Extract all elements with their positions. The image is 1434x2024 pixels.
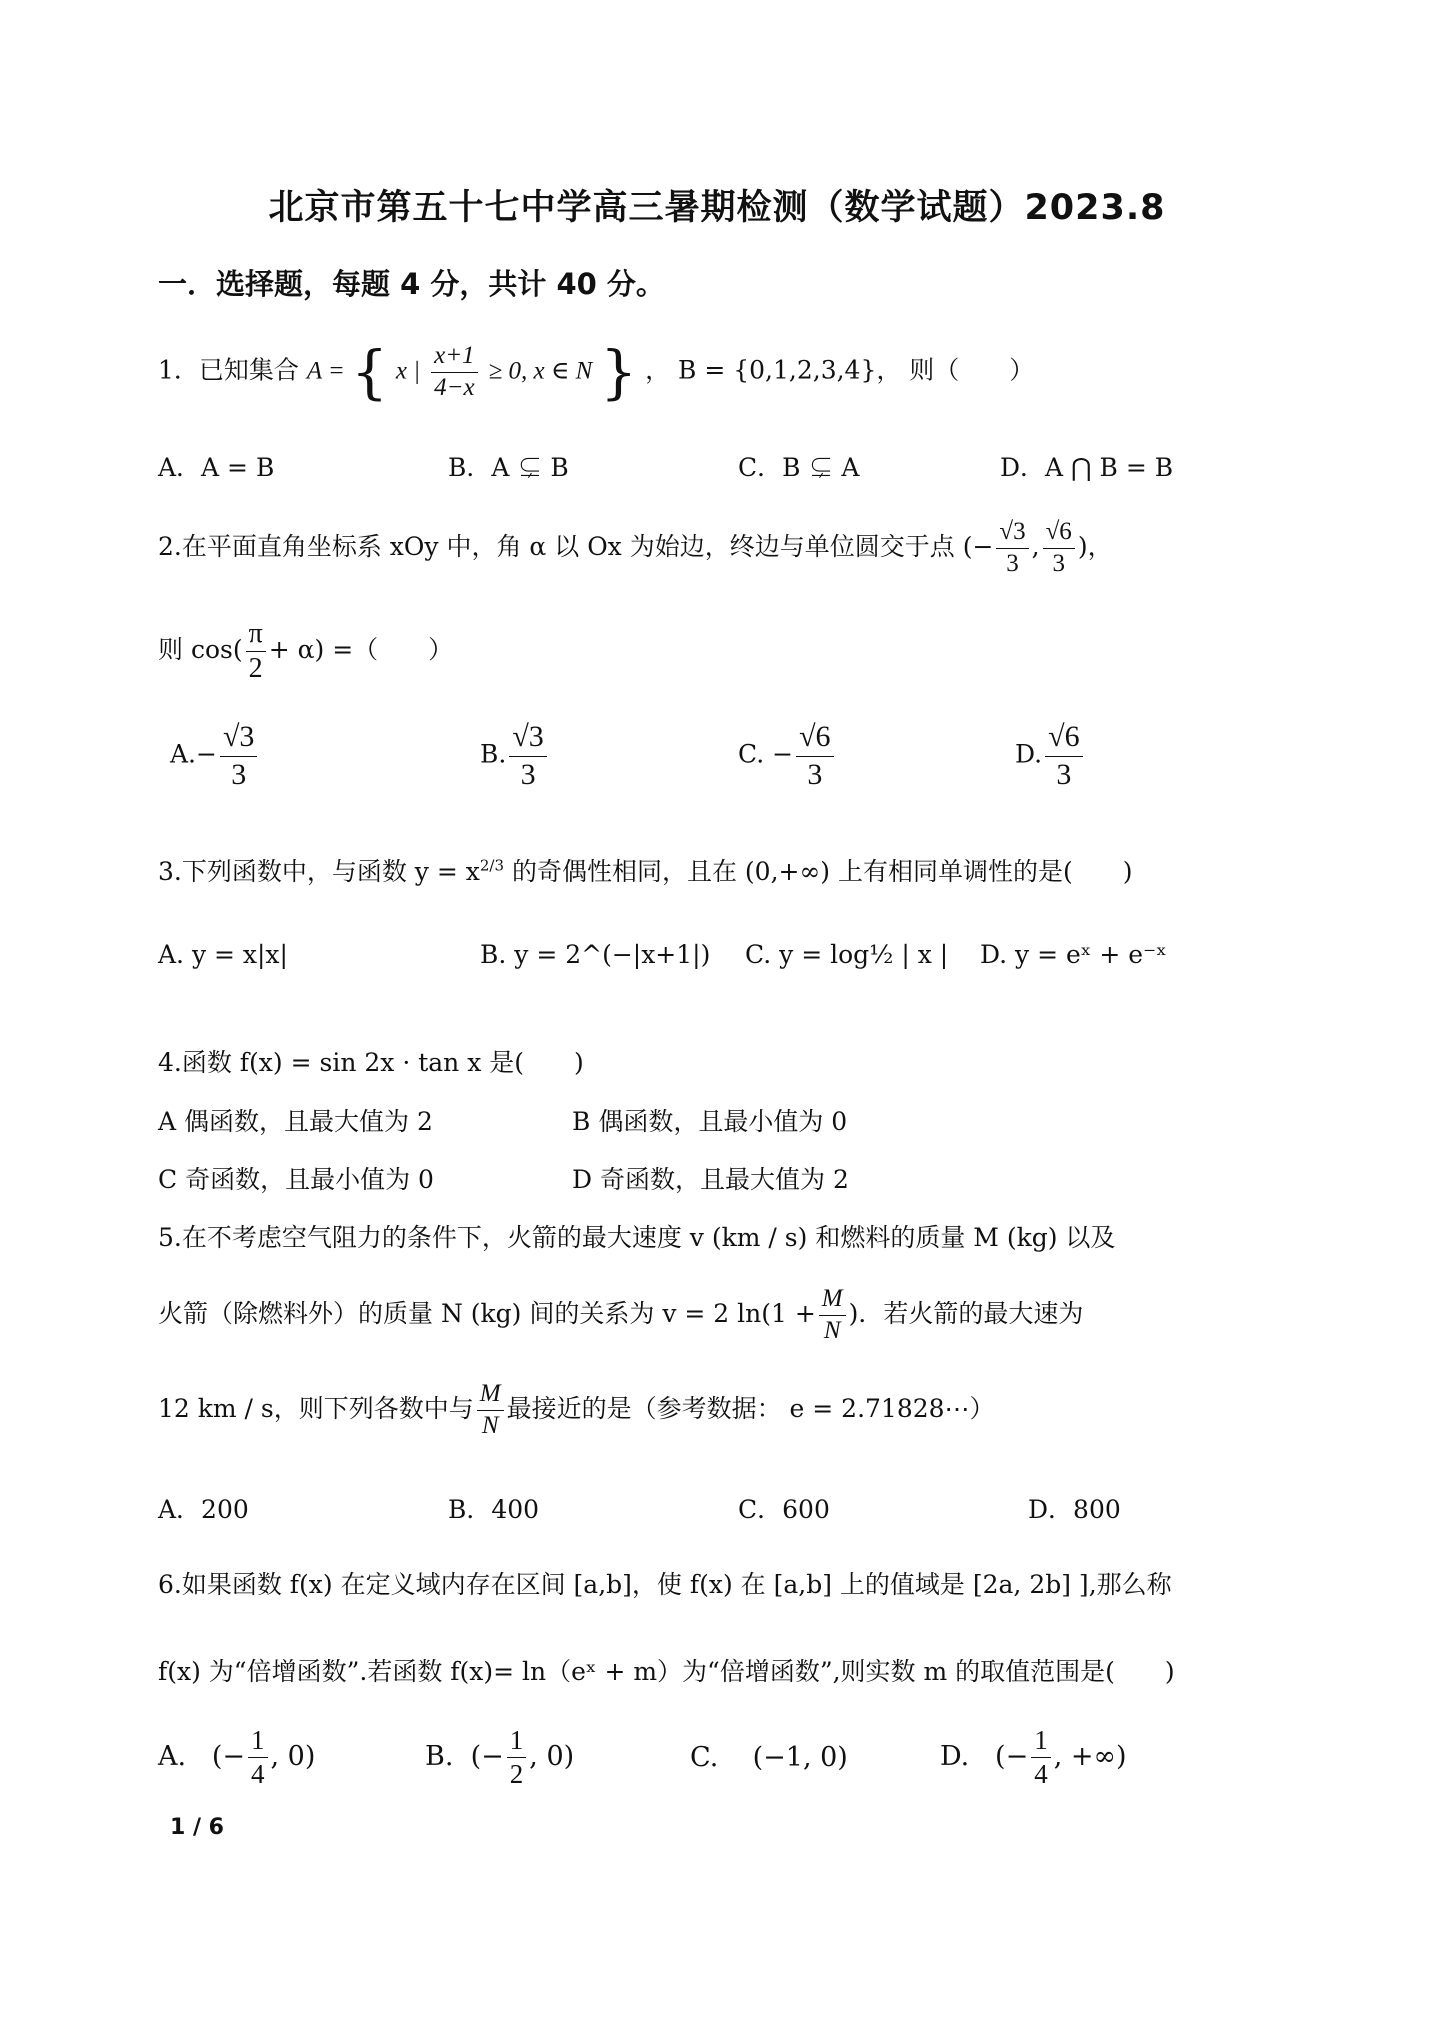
q6-option-a: [158, 1725, 315, 1790]
q5-frac-num: M: [819, 1285, 846, 1316]
q6-opt-a-pre: (−: [211, 1741, 246, 1773]
q2-opt-c-den: 3: [807, 757, 823, 791]
right-brace-icon: }: [600, 338, 638, 406]
question-4: 4.函数 f(x) = sin 2x · tan x 是( ): [158, 1048, 584, 1077]
q2-point-open: (−: [962, 531, 994, 561]
q2-opt-d-frac: [1045, 720, 1082, 792]
q6-opt-d-frac: [1031, 1725, 1051, 1790]
q3-pre: 3.下列函数中，与函数 y = x: [158, 857, 480, 886]
q2-opt-b-frac: [509, 720, 546, 792]
q2-text: 2.在平面直角坐标系 xOy 中，角 α 以 Ox 为始边，终边与单位圆交于点: [158, 531, 955, 561]
section-heading: 一．选择题，每题 4 分，共计 40 分。: [158, 267, 665, 301]
q6-opt-a-post: , 0): [270, 1741, 316, 1773]
q2-cos-post: + α) =（ ）: [268, 635, 454, 665]
q3-option-a: A. y = x|x|: [158, 940, 288, 969]
q1-set-var: x |: [395, 357, 421, 385]
q1-option-b: B．A ⊊ B: [448, 453, 569, 482]
q6-option-b: [425, 1725, 574, 1790]
q3-option-d: D. y = eˣ + e⁻ˣ: [980, 940, 1167, 969]
q1-set-a-label: A =: [306, 357, 352, 385]
q1-set-cond: ≥ 0, x ∈ N: [488, 357, 593, 385]
q2-opt-a-sign: −: [196, 739, 217, 769]
q2-pi-half: [246, 618, 266, 685]
q1-frac-num: x+1: [431, 342, 477, 373]
q5-option-c: C．600: [738, 1495, 830, 1524]
q5-formula-pre: 火箭（除燃料外）的质量 N (kg) 间的关系为 v = 2 ln(1 +: [158, 1298, 816, 1328]
q5-ask-pre: 12 km / s，则下列各数中与: [158, 1393, 474, 1423]
q1-set-b: ， B = {0,1,2,3,4}， 则（ ）: [645, 355, 1035, 385]
q2-opt-a-frac: [220, 720, 257, 792]
question-6-line-1: 6.如果函数 f(x) 在定义域内存在区间 [a,b]，使 f(x) 在 [a,b] 上的值域是 [2a, 2b] ],那么称: [158, 1570, 1172, 1599]
q2-opt-c-sign: −: [772, 739, 794, 769]
q2-opt-c-num: √6: [796, 720, 833, 757]
question-5-line-3: [158, 1380, 995, 1441]
q5-option-b: B．400: [448, 1495, 540, 1524]
q2-opt-c-frac: [796, 720, 833, 792]
q6-opt-d-pre: (−: [995, 1741, 1029, 1773]
q6-opt-a-den: 4: [251, 1759, 265, 1790]
q1-option-d: D．A ⋂ B = B: [1000, 453, 1174, 482]
question-6-line-2: f(x) 为“倍增函数”.若函数 f(x)= ln（eˣ + m）为“倍增函数”,则实数 m 的取值范围是( ): [158, 1657, 1175, 1686]
q5-frac-den: N: [823, 1316, 841, 1344]
q2-py-den: 3: [1052, 549, 1065, 577]
q6-opt-b-post: , 0): [529, 1741, 575, 1773]
q6-opt-a-frac: [248, 1725, 268, 1790]
q2-option-d: [1015, 720, 1086, 792]
q6-option-d: [940, 1725, 1127, 1790]
q6-opt-b-num: 1: [507, 1725, 527, 1758]
q1-option-a: A．A = B: [158, 453, 275, 482]
q6-opt-c-label: C.: [690, 1742, 719, 1773]
q2-opt-b-label: B.: [480, 739, 507, 769]
q2-px-den: 3: [1006, 549, 1019, 577]
question-5-line-2: [158, 1285, 1083, 1346]
left-brace-icon: {: [351, 338, 388, 406]
q2-opt-a-num: √3: [220, 720, 257, 757]
q2-point-close: )，: [1077, 531, 1113, 561]
q1-fraction: [431, 342, 477, 403]
q6-opt-a-num: 1: [248, 1725, 268, 1758]
q2-opt-b-den: 3: [520, 757, 536, 791]
q3-option-b: B. y = 2^(−|x+1|): [480, 940, 711, 969]
q2-option-a: [170, 720, 260, 792]
q5-ask-fraction: [477, 1380, 504, 1441]
q2-opt-b-num: √3: [509, 720, 546, 757]
page-title: 北京市第五十七中学高三暑期检测（数学试题）2023.8: [268, 188, 1166, 228]
q2-opt-c-label: C.: [738, 739, 765, 769]
q6-opt-c-value: (−1, 0): [752, 1742, 848, 1773]
q2-opt-d-num: √6: [1045, 720, 1082, 757]
q3-post: 的奇偶性相同，且在 (0,+∞) 上有相同单调性的是( ): [504, 857, 1133, 886]
page-number: 1 / 6: [170, 1815, 224, 1840]
q6-opt-b-label: B.: [425, 1741, 454, 1773]
q2-cos-pre: 则 cos(: [158, 635, 243, 665]
q4-option-b: B 偶函数，且最小值为 0: [572, 1107, 848, 1136]
q2-opt-d-den: 3: [1056, 757, 1072, 791]
q2-point-x: [996, 518, 1028, 579]
q6-opt-d-post: , +∞): [1053, 1741, 1127, 1773]
q6-opt-d-label: D.: [940, 1741, 970, 1773]
q6-opt-b-frac: [507, 1725, 527, 1790]
question-1: [158, 338, 1034, 406]
q5-formula-post: )．若火箭的最大速为: [848, 1298, 1084, 1328]
q1-prefix: 1．已知集合: [158, 355, 299, 385]
q5-ask-post: 最接近的是（参考数据： e = 2.71828⋯）: [506, 1393, 995, 1423]
q1-option-c: C．B ⊊ A: [738, 453, 860, 482]
q2-option-b: [480, 720, 550, 792]
q5-ask-den: N: [481, 1411, 499, 1439]
q6-option-c: [690, 1742, 848, 1773]
q6-opt-b-pre: (−: [470, 1741, 504, 1773]
q2-point-sep: ,: [1031, 531, 1040, 561]
q4-option-d: D 奇函数，且最大值为 2: [572, 1165, 849, 1194]
q6-opt-a-label: A.: [158, 1741, 187, 1773]
q2-py-num: √6: [1043, 518, 1075, 549]
q2-option-c: [738, 720, 837, 792]
q6-opt-d-num: 1: [1031, 1725, 1051, 1758]
q2-opt-d-label: D.: [1015, 739, 1043, 769]
q6-opt-b-den: 2: [509, 1759, 524, 1790]
q2-pi-den: 2: [248, 653, 263, 685]
q2-opt-a-den: 3: [231, 757, 247, 791]
q2-px-num: √3: [996, 518, 1028, 549]
q5-ask-num: M: [477, 1380, 504, 1411]
question-2-line-1: [158, 518, 1113, 579]
q2-pi-num: π: [246, 618, 266, 652]
q1-frac-den: 4−x: [434, 373, 475, 401]
question-5-line-1: 5.在不考虑空气阻力的条件下，火箭的最大速度 v (km / s) 和燃料的质量 M (kg) 以及: [158, 1223, 1116, 1252]
q2-opt-a-label: A.: [170, 739, 197, 769]
q3-option-c: C. y = log½ | x |: [745, 940, 949, 969]
q6-opt-d-den: 4: [1034, 1759, 1048, 1790]
question-2-line-2: [158, 618, 453, 685]
q5-option-d: D．800: [1028, 1495, 1121, 1524]
q5-option-a: A．200: [158, 1495, 249, 1524]
q4-option-a: A 偶函数，且最大值为 2: [158, 1107, 433, 1136]
q5-m-over-n: [819, 1285, 846, 1346]
q3-exponent: 2/3: [479, 856, 505, 875]
q2-point-y: [1043, 518, 1075, 579]
q4-option-c: C 奇函数，且最小值为 0: [158, 1165, 434, 1194]
question-3: [158, 852, 1133, 888]
